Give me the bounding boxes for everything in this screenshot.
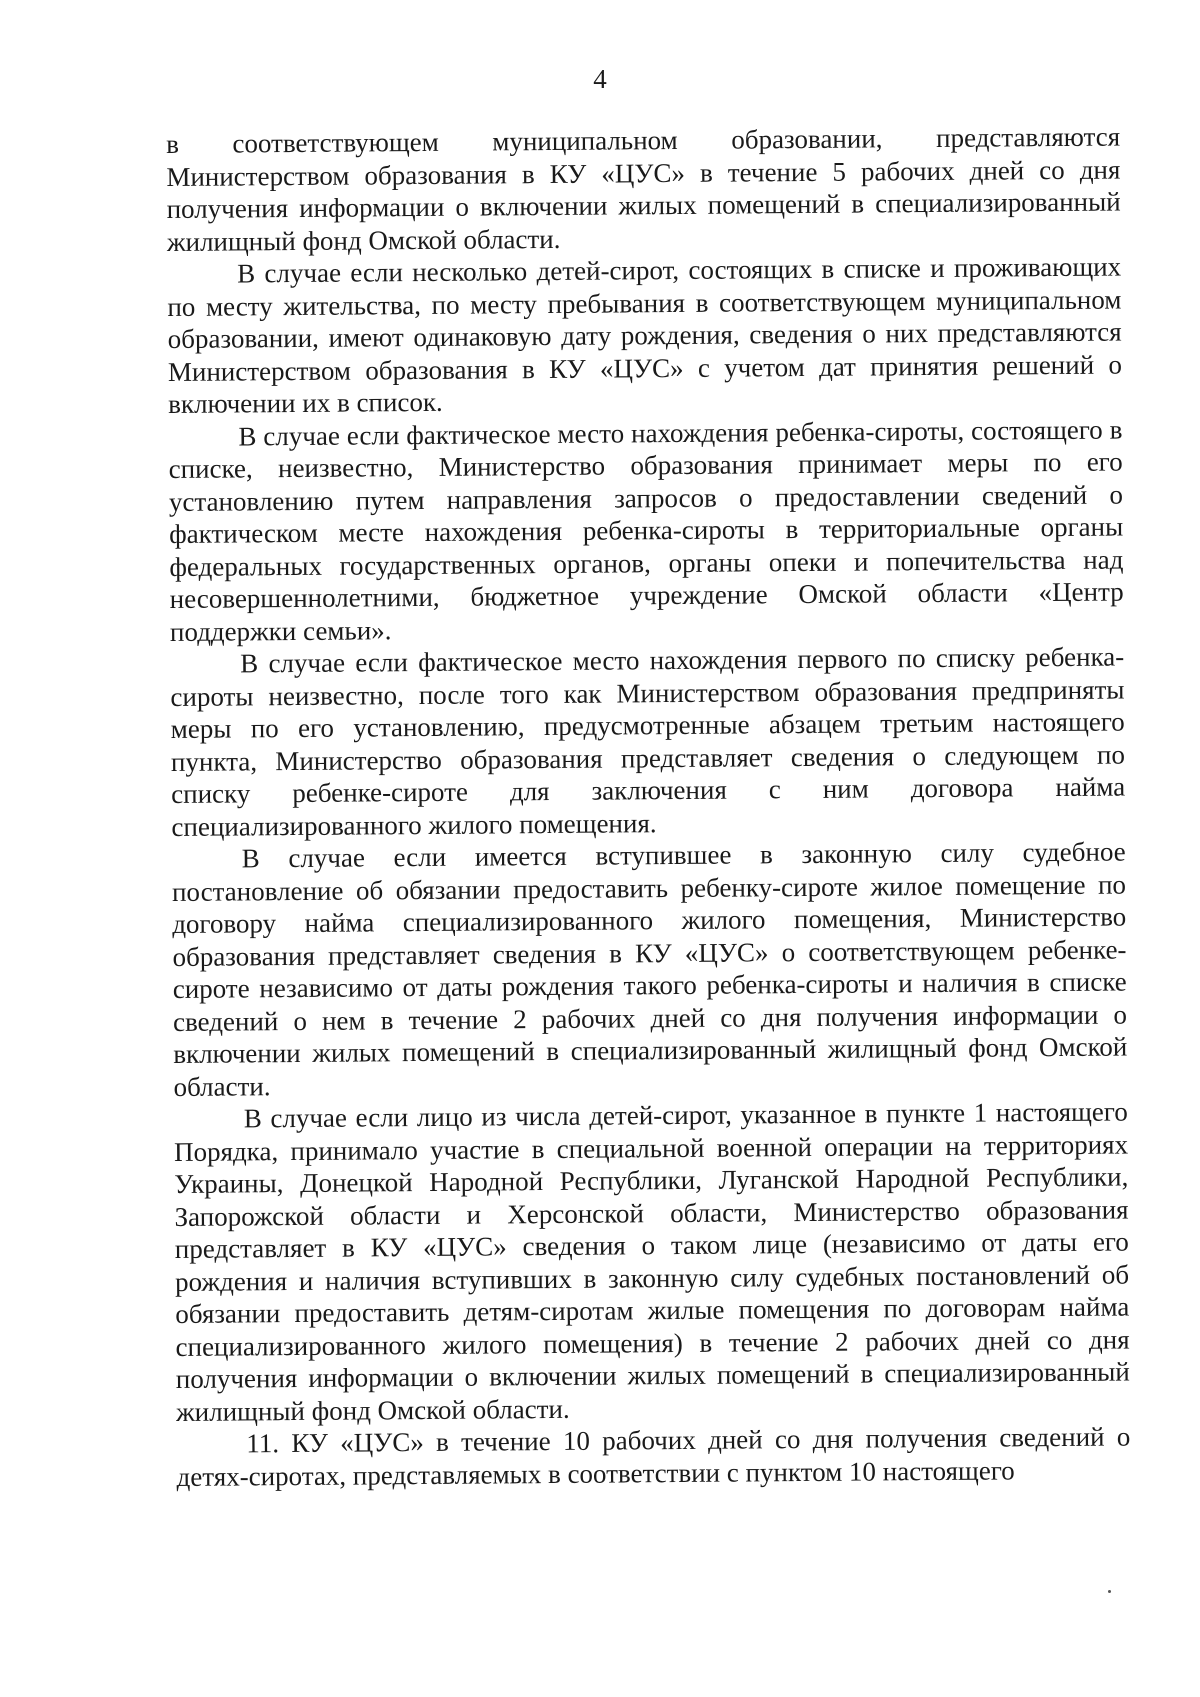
paragraph-same-birthdate: В случае если несколько детей-сирот, состоящих в списке и проживающих по месту жительства, по месту пребывания в соответствующем муниципальном образовании, имеют одинаковую дату рождения, сведения о них представляются Министерством образования в КУ «ЦУС» с учетом дат принятия решений о включении их в список. [167,251,1123,419]
scan-artifact-dot [1108,1590,1111,1593]
paragraph-continuation: в соответствующем муниципальном образовании, представляются Министерством образования в КУ «ЦУС» в течение 5 рабочих дней со дня получения информации о включении жилых помещений в специализированный жилищный фонд Омской области. [166,121,1121,257]
paragraph-item-11: 11. КУ «ЦУС» в течение 10 рабочих дней со дня получения сведений о детях-сиротах, представляемых в соответствии с пунктом 10 настоящего [176,1421,1131,1492]
document-body [166,121,1131,1493]
paragraph-military-operation: В случае если лицо из числа детей-сирот, указанное в пункте 1 настоящего Порядка, принимало участие в специальной военной операции на территориях Украины, Донецкой Народной Республики, Луганской Народной Республики, Запорожской области и Херсонской области, Министерство образования представляет в КУ «ЦУС» сведения о таком лице (независимо от даты его рождения и наличия вступивших в законную силу судебных постановлений об обязании предоставить детям-сиротам жилые помещения по договорам найма специализированного жилого помещения) в течение 2 рабочих дней со дня получения информации о включении жилых помещений в специализированный жилищный фонд Омской области. [173,1096,1130,1427]
paragraph-unknown-location: В случае если фактическое место нахождения ребенка-сироты, состоящего в списке, неизвестно, Министерство образования принимает меры по его установлению путем направления запросов о предоставлении сведений о фактическом месте нахождения ребенка-сироты в территориальные органы федеральных государственных органов, органы опеки и попечительства над несовершеннолетними, бюджетное учреждение Омской области «Центр поддержки семьи». [168,413,1124,647]
page-number: 4 [593,64,607,94]
paragraph-court-decision: В случае если имеется вступившее в законную силу судебное постановление об обязании предоставить ребенку-сироте жилое помещение по договору найма специализированного жилого помещения, Министерство образования представляет сведения в КУ «ЦУС» о соответствующем ребенке-сироте независимо от даты рождения такого ребенка-сироты и наличия в списке сведений о нем в течение 2 рабочих дней со дня получения информации о включении жилых помещений в специализированный жилищный фонд Омской области. [171,836,1128,1102]
paragraph-first-unknown: В случае если фактическое место нахождения первого по списку ребенка-сироты неизвестно, после того как Министерством образования предприняты меры по его установлению, предусмотренные абзацем третьим настоящего пункта, Министерство образования представляет сведения о следующем по списку ребенке-сироте для заключения с ним договора найма специализированного жилого помещения. [170,641,1126,842]
